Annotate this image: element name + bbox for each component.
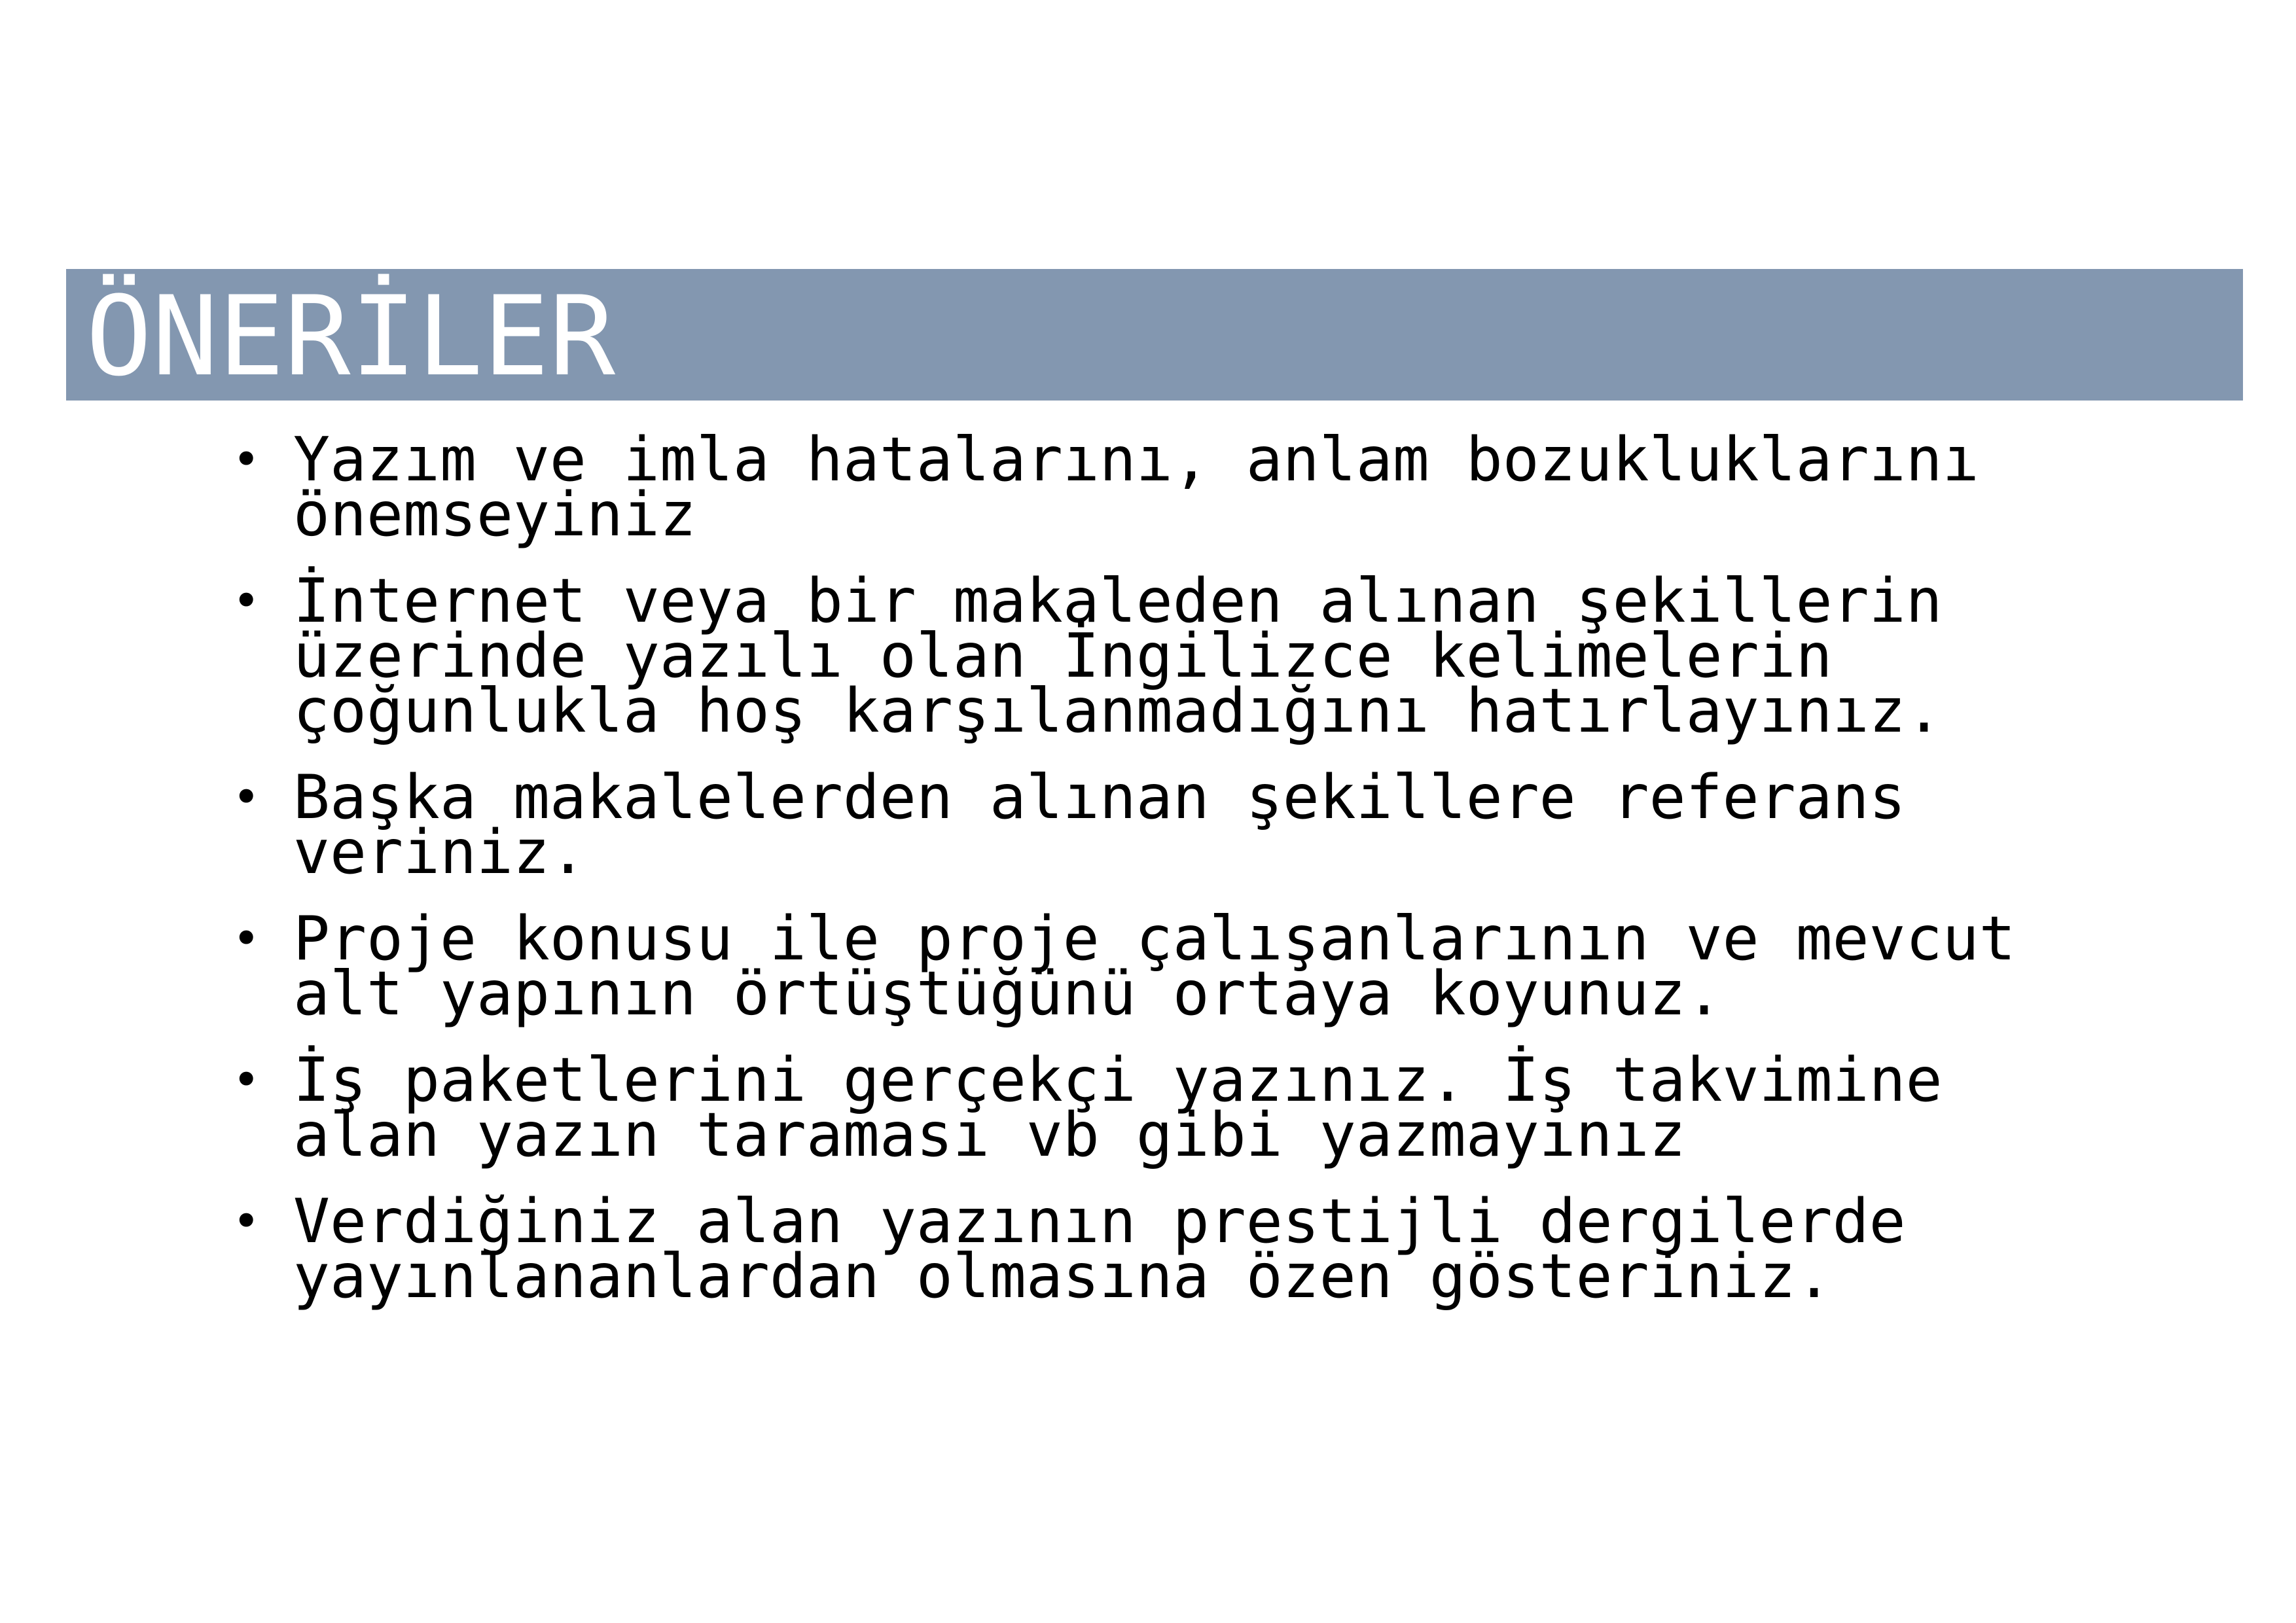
title-bar <box>66 269 2243 401</box>
bullet-text-line: alt yapının örtüştüğünü ortaya koyunuz. <box>293 958 1723 1029</box>
list-item <box>232 1186 2130 1311</box>
list-item <box>232 1044 2130 1170</box>
list-item <box>232 762 2130 887</box>
slide-title: ÖNERİLER <box>86 272 616 401</box>
bullet-list <box>232 424 2130 1335</box>
bullet-icon: • <box>232 573 260 628</box>
list-item <box>232 424 2130 550</box>
bullet-text-line: üzerinde yazılı olan İngilizce kelimelerin <box>293 620 1833 691</box>
list-item <box>232 903 2130 1029</box>
bullet-text-line: İş paketlerini gerçekçi yazınız. İş takvimine <box>293 1044 1943 1115</box>
bullet-icon: • <box>232 1194 260 1249</box>
bullet-icon: • <box>232 911 260 966</box>
bullet-text-line: Başka makalelerden alınan şekillere referans <box>293 762 1906 832</box>
bullet-text-line: Yazım ve imla hatalarını, anlam bozukluklarını <box>293 424 1979 495</box>
bullet-text-line: Verdiğiniz alan yazının prestijli dergilerde <box>293 1186 1906 1257</box>
bullet-text-line: veriniz. <box>293 817 586 887</box>
bullet-text-line: çoğunlukla hoş karşılanmadığını hatırlayınız. <box>293 675 1943 746</box>
bullet-icon: • <box>232 432 260 487</box>
bullet-text-line: Proje konusu ile proje çalışanlarının ve mevcut <box>293 903 2016 974</box>
bullet-text-line: önemseyiniz <box>293 479 696 550</box>
bullet-text-line: İnternet veya bir makaleden alınan şekillerin <box>293 565 1943 636</box>
list-item <box>232 565 2130 746</box>
bullet-text-line: alan yazın taraması vb gibi yazmayınız <box>293 1099 1686 1170</box>
bullet-icon: • <box>232 770 260 825</box>
bullet-icon: • <box>232 1052 260 1107</box>
bullet-text-line: yayınlananlardan olmasına özen gösteriniz. <box>293 1241 1833 1311</box>
